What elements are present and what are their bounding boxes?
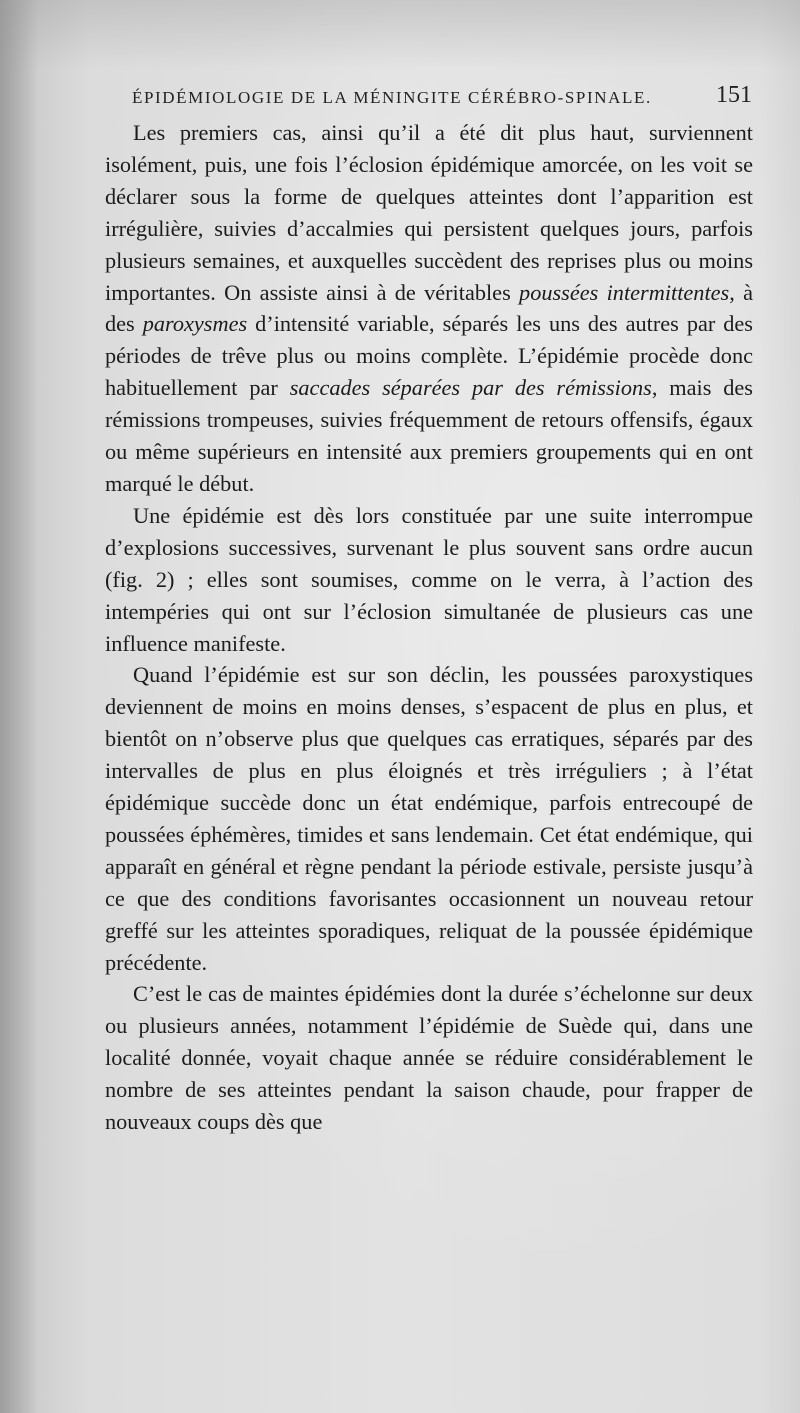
paragraph-2 [105, 500, 753, 660]
paragraph-4 [105, 978, 753, 1138]
paragraph-3 [105, 659, 753, 978]
page-number: 151 [716, 82, 752, 108]
top-edge-shadow [0, 0, 800, 70]
text-run: C’est le cas de maintes épidémies dont la durée s’échelonne sur deux ou plusieurs années, notamment l’épidémie de Suède qui, dans une localité donnée, voyait chaque année se réduire considérablement le nombre de ses atteintes pendant la saison chaude, pour frapper de nouveaux coups dès que [105, 981, 753, 1135]
text-run: , mais des rémissions trompeuses, suivies fréquemment de retours offensifs, égaux ou même supérieurs en intensité aux premiers groupements qui en ont marqué le début. [105, 375, 753, 496]
text-run: , à des [105, 279, 753, 337]
page-header [132, 82, 752, 112]
running-head: ÉPIDÉMIOLOGIE DE LA MÉNINGITE CÉRÉBRO-SPINALE. [132, 88, 652, 107]
paragraph-1 [105, 117, 753, 500]
italic-run: poussées intermittentes [519, 279, 730, 305]
italic-run: paroxysmes [142, 311, 248, 337]
binding-shadow [0, 0, 38, 1413]
text-run: Les premiers cas, ainsi qu’il a été dit plus haut, surviennent isolément, puis, une fois l’éclosion épidémique amorcée, on les voit se déclarer sous la forme de quelques atteintes dont l’apparition est irrégulière, suivies d’accalmies qui persistent quelques jours, parfois plusieurs semaines, et auxquelles succèdent des reprises plus ou moins importantes. On assiste ainsi à de véritables [105, 120, 753, 305]
body-text [105, 117, 753, 1138]
italic-run: saccades séparées par des rémissions [289, 375, 652, 401]
text-run: Quand l’épidémie est sur son déclin, les poussées paroxystiques deviennent de moins en moins denses, s’espacent de plus en plus, et bientôt on n’observe plus que quelques cas erratiques, séparés par des intervalles de plus en plus éloignés et très irréguliers ; à l’état épidémique succède donc un état endémique, parfois entrecoupé de poussées éphémères, timides et sans lendemain. Cet état endémique, qui apparaît en général et règne pendant la période estivale, persiste jusqu’à ce que des conditions favorisantes occasionnent un nouveau retour greffé sur les atteintes sporadiques, reliquat de la poussée épidémique précédente. [105, 662, 753, 975]
text-run: Une épidémie est dès lors constituée par une suite interrompue d’explosions successives, survenant le plus souvent sans ordre aucun (fig. 2) ; elles sont soumises, comme on le verra, à l’action des intempéries qui ont sur l’éclosion simultanée de plusieurs cas une influence manifeste. [105, 502, 753, 656]
text-run: d’intensité variable, séparés les uns des autres par des périodes de trêve plus ou moins complète. L’épidémie procède donc habituellement par [105, 311, 753, 401]
